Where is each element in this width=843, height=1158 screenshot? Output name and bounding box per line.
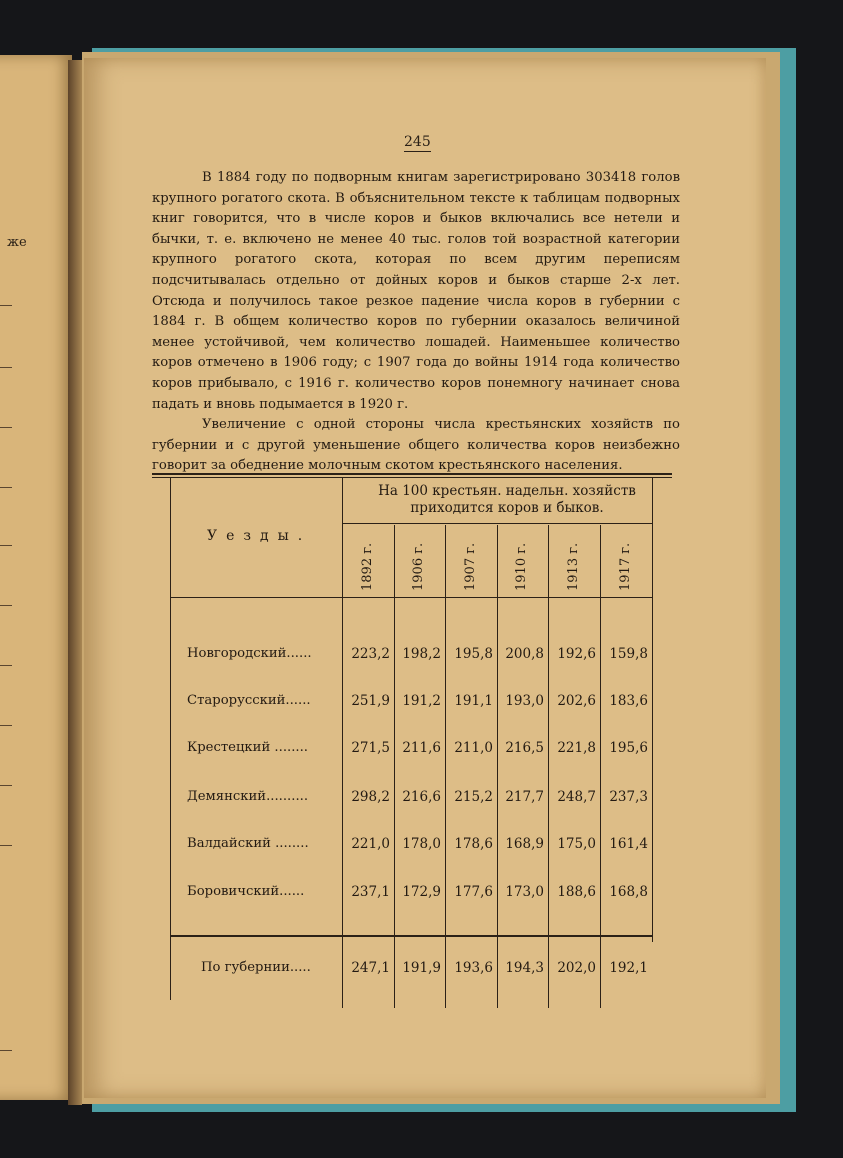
previous-page-rule [0, 427, 12, 428]
table-cell: 178,0 [402, 836, 441, 852]
table-cell: 172,9 [402, 884, 441, 900]
year-header: 1892 г. [360, 542, 375, 591]
table-cell: 168,9 [505, 836, 544, 852]
previous-page-rule [0, 1050, 12, 1051]
table-cell: 223,2 [351, 646, 390, 662]
table-cell: 175,0 [557, 836, 596, 852]
year-header: 1910 г. [514, 542, 529, 591]
table-cell: 211,0 [454, 740, 493, 756]
table-cell: 237,1 [351, 884, 390, 900]
table-cell: 188,6 [557, 884, 596, 900]
year-header: 1913 г. [566, 542, 581, 591]
table-cell: 178,6 [454, 836, 493, 852]
district-name: Демянский.......... [187, 789, 309, 804]
table-cell: 248,7 [557, 789, 596, 805]
table-right-border [652, 478, 653, 942]
district-name: Боровичский...... [187, 884, 305, 899]
total-cell: 194,3 [505, 960, 544, 976]
book-gutter [68, 60, 82, 1105]
previous-page-rule [0, 665, 12, 666]
table-cell: 161,4 [609, 836, 648, 852]
table-cell: 216,5 [505, 740, 544, 756]
district-name: Старорусский...... [187, 693, 311, 708]
table-cell: 271,5 [351, 740, 390, 756]
table-cell: 183,6 [609, 693, 648, 709]
previous-page-rule [0, 845, 12, 846]
table-cell: 251,9 [351, 693, 390, 709]
paragraph: Увеличение с одной стороны числа крестьянских хозяйств по губернии и с другой уменьшение общего количества коров неизбежно говорит за обеднение молочным скотом крестьянского населения. [152, 417, 680, 474]
table-cell: 221,8 [557, 740, 596, 756]
year-header: 1906 г. [411, 542, 426, 591]
table-cell: 193,0 [505, 693, 544, 709]
table-cell: 200,8 [505, 646, 544, 662]
table-cell: 298,2 [351, 789, 390, 805]
cattle-table [152, 473, 672, 1013]
total-separator-rule [170, 935, 652, 937]
group-header-rule [342, 523, 652, 524]
district-name: Крестецкий ........ [187, 740, 308, 755]
previous-page-fragment: же [7, 235, 27, 250]
table-cell: 192,6 [557, 646, 596, 662]
total-row-name: По губернии..... [201, 960, 311, 975]
total-cell: 193,6 [454, 960, 493, 976]
total-cell: 202,0 [557, 960, 596, 976]
table-cell: 159,8 [609, 646, 648, 662]
table-cell: 168,8 [609, 884, 648, 900]
body-text [152, 168, 680, 477]
row-header: Уезды. [207, 528, 312, 544]
previous-page [0, 55, 72, 1100]
paragraph: В 1884 году по подворным книгам зарегистрировано 303418 голов крупного рогатого скота. В объяснительном тексте к таблицам подворных книг говорится, что в числе коров и быков включались все нетели и бычки, т. е. включено не менее 40 тыс. голов той возрастной категории крупного рогатого скота, которая по всем другим переписям подсчитывалась отдельно от дойных коров и быков старше 2-х лет. Отсюда и получилось такое резкое падение числа коров в губернии с 1884 г. В общем количество коров по губернии оказалось величиной менее устойчивой, чем количество лошадей. Наименьшее количество коров отмечено в 1906 году; с 1907 года до войны 1914 года количество коров прибывало, с 1916 г. количество коров понемногу начинает снова падать и вновь подымается в 1920 г. [152, 170, 680, 412]
table-cell: 221,0 [351, 836, 390, 852]
table-cell: 191,2 [402, 693, 441, 709]
previous-page-rule [0, 605, 12, 606]
total-cell: 247,1 [351, 960, 390, 976]
district-name: Валдайский ........ [187, 836, 309, 851]
total-cell: 192,1 [609, 960, 648, 976]
table-cell: 195,8 [454, 646, 493, 662]
header-bottom-rule [170, 597, 652, 598]
table-cell: 217,7 [505, 789, 544, 805]
previous-page-rule [0, 367, 12, 368]
previous-page-rule [0, 487, 12, 488]
table-top-rule-thin [152, 477, 672, 478]
group-header: На 100 крестьян. надельн. хозяйств приходится коров и быков. [378, 483, 636, 516]
table-cell: 211,6 [402, 740, 441, 756]
district-name: Новгородский...... [187, 646, 312, 661]
table-cell: 191,1 [454, 693, 493, 709]
table-cell: 215,2 [454, 789, 493, 805]
table-cell: 173,0 [505, 884, 544, 900]
page-number: 245 [404, 134, 431, 150]
table-cell: 237,3 [609, 789, 648, 805]
table-left-border [170, 478, 171, 1000]
previous-page-rule [0, 545, 12, 546]
table-cell: 195,6 [609, 740, 648, 756]
previous-page-rule [0, 725, 12, 726]
previous-page-rule [0, 785, 12, 786]
previous-page-rule [0, 305, 12, 306]
year-header: 1907 г. [463, 542, 478, 591]
table-top-rule [152, 473, 672, 475]
table-cell: 202,6 [557, 693, 596, 709]
year-header: 1917 г. [618, 542, 633, 591]
table-cell: 177,6 [454, 884, 493, 900]
table-cell: 198,2 [402, 646, 441, 662]
total-cell: 191,9 [402, 960, 441, 976]
table-cell: 216,6 [402, 789, 441, 805]
